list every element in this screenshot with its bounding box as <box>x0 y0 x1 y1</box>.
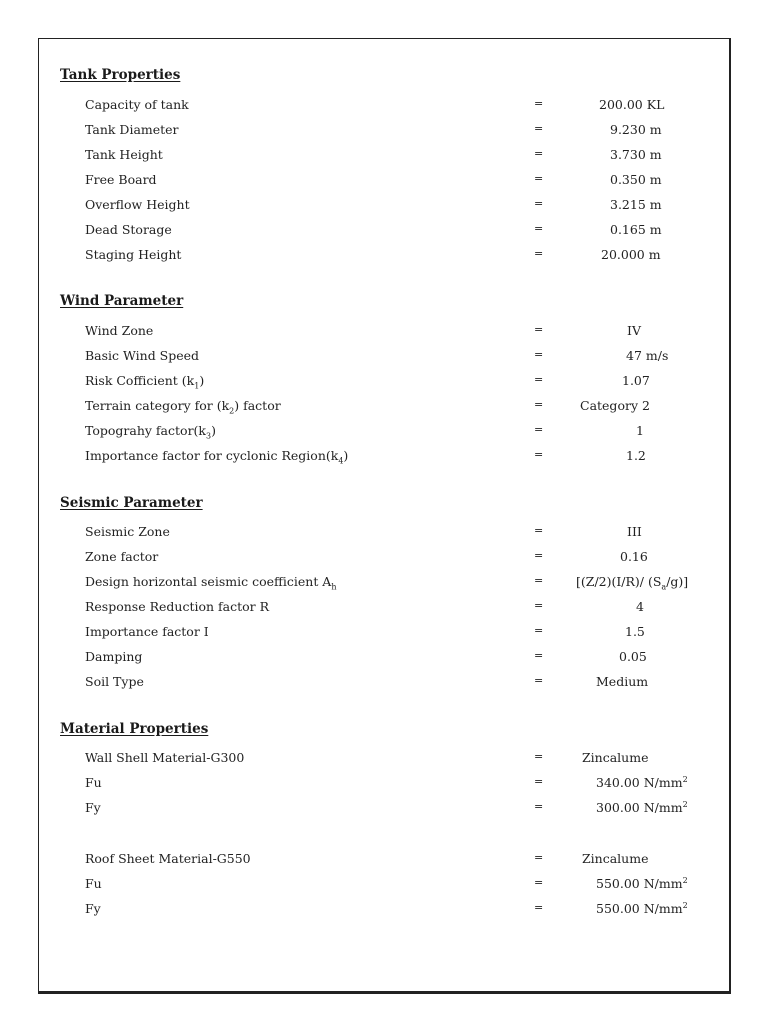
row-value: Medium <box>596 674 649 689</box>
row-wind-zone <box>39 323 729 343</box>
row-terrain-category <box>39 398 729 418</box>
row-importance-factor <box>39 624 729 644</box>
equals-sign: = <box>534 800 544 813</box>
equals-sign: = <box>534 599 544 612</box>
row-label: Capacity of tank <box>85 97 189 112</box>
row-design-horizontal-seismic <box>39 574 729 594</box>
row-capacity-of-tank <box>39 97 729 117</box>
row-seismic-zone <box>39 524 729 544</box>
row-value: [(Z/2)(I/R)/ $(S_a/g)$] <box>576 574 689 592</box>
row-value: 550.00 $N/mm^2$ <box>596 876 688 892</box>
equals-sign: = <box>534 876 544 889</box>
row-label: Basic Wind Speed <box>85 348 200 363</box>
row-basic-wind-speed <box>39 348 729 368</box>
equals-sign: = <box>534 750 544 763</box>
row-label: Soil Type <box>85 674 144 689</box>
row-label: Wind Zone <box>85 323 154 338</box>
row-label: Roof Sheet Material-G550 <box>85 851 251 866</box>
row-value: 1.5 <box>625 624 645 639</box>
equals-sign: = <box>534 197 544 210</box>
row-label: Fu <box>85 876 102 891</box>
row-label: Seismic Zone <box>85 524 170 539</box>
row-label: Fy <box>85 800 101 815</box>
row-value: 47 m/s <box>626 348 669 363</box>
equals-sign: = <box>534 423 544 436</box>
row-value: 1.07 <box>622 373 650 388</box>
row-value: 300.00 $N/mm^2$ <box>596 800 688 816</box>
row-wall-shell-material <box>39 750 729 770</box>
equals-sign: = <box>534 247 544 260</box>
row-tank-height <box>39 147 729 167</box>
section-title-material-properties: Material Properties <box>60 721 209 737</box>
row-roof-fu <box>39 876 729 896</box>
equals-sign: = <box>534 448 544 461</box>
equals-sign: = <box>534 398 544 411</box>
row-zone-factor <box>39 549 729 569</box>
equals-sign: = <box>534 97 544 110</box>
section-title-wind-parameter: Wind Parameter <box>60 293 184 309</box>
equals-sign: = <box>534 624 544 637</box>
row-label: Wall Shell Material-G300 <box>85 750 245 765</box>
row-value: 4 <box>636 599 644 614</box>
row-value: 0.16 <box>620 549 648 564</box>
row-value: 20.000 m <box>601 247 661 262</box>
row-topography-factor <box>39 423 729 443</box>
row-label: Dead Storage <box>85 222 172 237</box>
row-value: 9.230 m <box>610 122 662 137</box>
row-value: 0.350 m <box>610 172 662 187</box>
row-label: Fy <box>85 901 101 916</box>
row-label: Design horizontal seismic coefficient $A_h$ <box>85 574 337 592</box>
row-label: Terrain category for $(k_2)$ factor <box>85 398 281 416</box>
row-value: 0.165 m <box>610 222 662 237</box>
equals-sign: = <box>534 549 544 562</box>
equals-sign: = <box>534 574 544 587</box>
equals-sign: = <box>534 851 544 864</box>
row-value: 1.2 <box>626 448 646 463</box>
equals-sign: = <box>534 122 544 135</box>
row-label: Tank Diameter <box>85 122 179 137</box>
row-value: 200.00 KL <box>599 97 665 112</box>
row-label: Damping <box>85 649 143 664</box>
row-overflow-height <box>39 197 729 217</box>
equals-sign: = <box>534 172 544 185</box>
row-value: Zincalume <box>582 851 649 866</box>
row-importance-factor-cyclonic <box>39 448 729 468</box>
row-label: Tank Height <box>85 147 163 162</box>
row-response-reduction-factor <box>39 599 729 619</box>
equals-sign: = <box>534 674 544 687</box>
row-label: Fu <box>85 775 102 790</box>
section-title-tank-properties: Tank Properties <box>60 67 181 83</box>
row-label: Response Reduction factor R <box>85 599 270 614</box>
row-value: 0.05 <box>619 649 647 664</box>
row-label: Overflow Height <box>85 197 190 212</box>
row-value: III <box>627 524 642 539</box>
row-free-board <box>39 172 729 192</box>
row-soil-type <box>39 674 729 694</box>
row-label: Free Board <box>85 172 157 187</box>
row-staging-height <box>39 247 729 267</box>
row-value: 1 <box>636 423 644 438</box>
equals-sign: = <box>534 901 544 914</box>
equals-sign: = <box>534 524 544 537</box>
equals-sign: = <box>534 373 544 386</box>
equals-sign: = <box>534 775 544 788</box>
row-value: 550.00 $N/mm^2$ <box>596 901 688 917</box>
row-value: 3.730 m <box>610 147 662 162</box>
row-label: Zone factor <box>85 549 159 564</box>
row-value: Zincalume <box>582 750 649 765</box>
row-label: Importance factor I <box>85 624 209 639</box>
equals-sign: = <box>534 147 544 160</box>
equals-sign: = <box>534 348 544 361</box>
row-label: Risk Cofficient $(k_1)$ <box>85 373 205 391</box>
row-dead-storage <box>39 222 729 242</box>
section-title-seismic-parameter: Seismic Parameter <box>60 495 203 511</box>
row-value: 3.215 m <box>610 197 662 212</box>
equals-sign: = <box>534 649 544 662</box>
row-wall-fu <box>39 775 729 795</box>
document-page <box>38 38 731 994</box>
row-damping <box>39 649 729 669</box>
row-value: IV <box>627 323 641 338</box>
row-value: 340.00 $N/mm^2$ <box>596 775 688 791</box>
row-label: Topograhy $factor(k_3)$ <box>85 423 216 441</box>
row-wall-fy <box>39 800 729 820</box>
equals-sign: = <box>534 323 544 336</box>
row-tank-diameter <box>39 122 729 142</box>
row-risk-coefficient <box>39 373 729 393</box>
equals-sign: = <box>534 222 544 235</box>
row-value: Category 2 <box>580 398 650 413</box>
row-label: Importance factor for cyclonic $Region(k_4)$ <box>85 448 349 466</box>
row-label: Staging Height <box>85 247 182 262</box>
row-roof-fy <box>39 901 729 921</box>
row-roof-sheet-material <box>39 851 729 871</box>
